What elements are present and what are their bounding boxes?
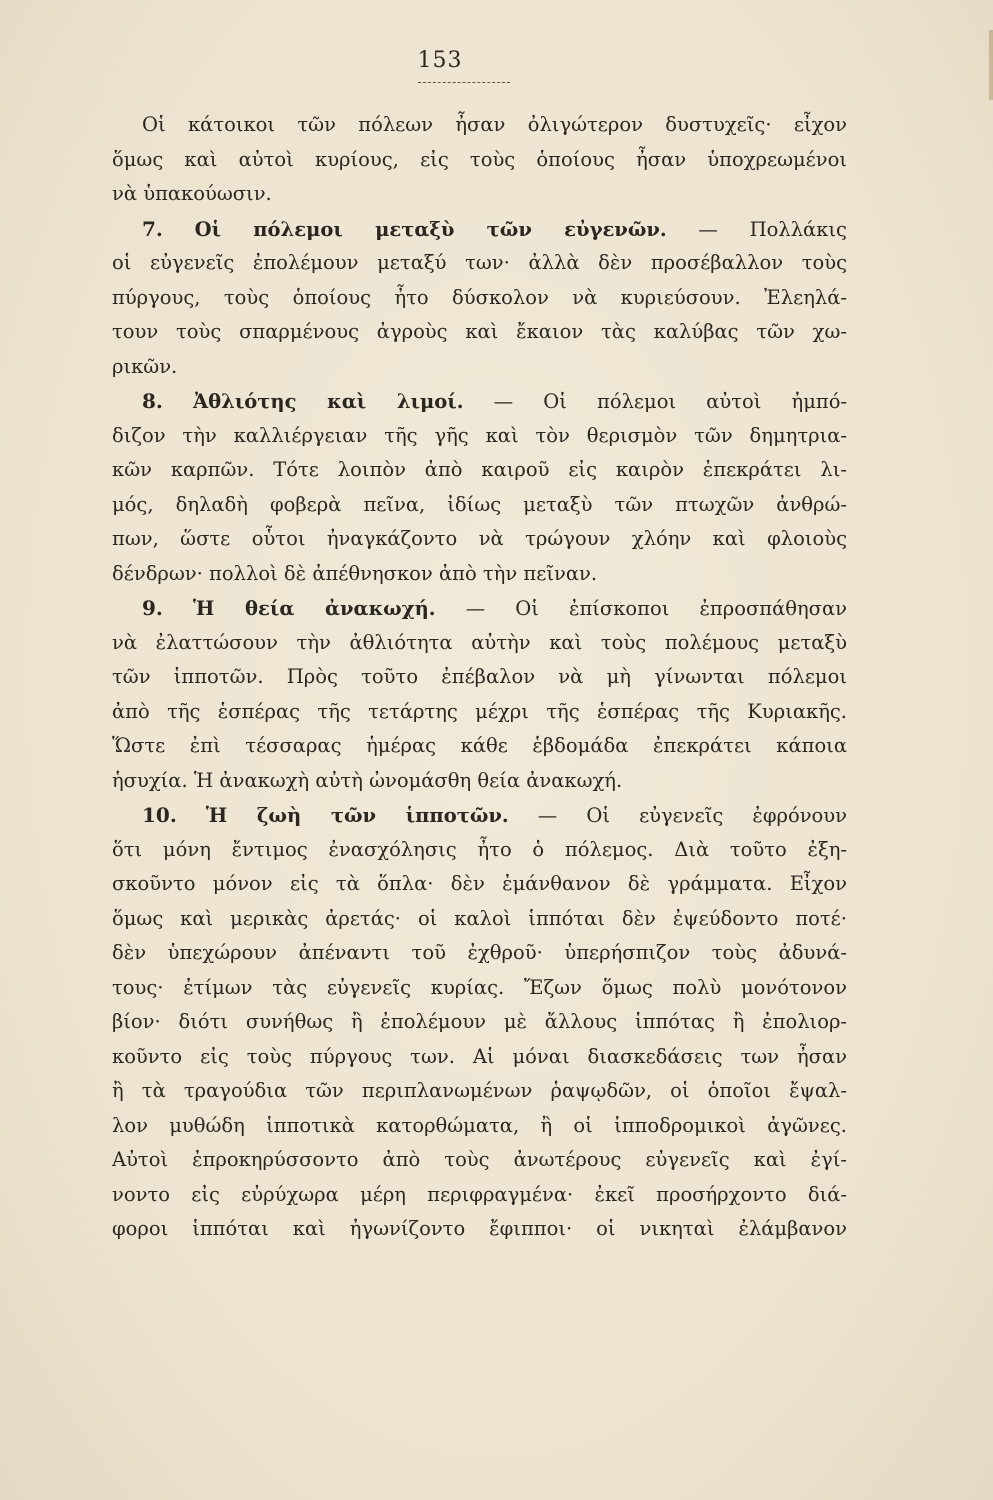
line-text: δὲν ὑπεχώρουν ἀπέναντι τοῦ ἐχθροῦ· ὑπερήσπιζον τοὺς ἀδυνά- [112,941,847,964]
line-text: Ὥστε ἐπὶ τέσσαρας ἡμέρας κάθε ἑβδομάδα ἐπεκράτει κάποια [112,734,847,757]
text-line [112,971,847,1006]
text-line [112,695,847,730]
text-line [112,419,847,454]
text-line [112,522,847,557]
body-text [112,108,847,1247]
text-line [112,867,847,902]
line-text: τους· ἐτίμων τὰς εὐγενεῖς κυρίας. Ἔζων ὅμως πολὺ μονότονον [112,975,847,999]
section-number: 9. [142,596,163,620]
text-line [112,1040,847,1075]
line-text: νὰ ἐλαττώσουν τὴν ἀθλιότητα αὐτὴν καὶ τοὺς πολέμους μεταξὺ [112,630,847,654]
line-text: λον μυθώδη ἱπποτικὰ κατορθώματα, ἢ οἱ ἱπποδρομικοὶ ἀγῶνες. [112,1113,847,1137]
page-number: 153 [417,48,463,73]
line-text: πύργους, τοὺς ὁποίους ἦτο δύσκολον νὰ κυριεύσουν. Ἐλεηλά- [112,285,847,309]
text-line [112,1178,847,1213]
section-heading-line [112,384,847,419]
line-text: — Οἱ ἐπίσκοποι ἐπροσπάθησαν [465,597,847,620]
text-line [112,936,847,971]
line-text: Αὐτοὶ ἐπροκηρύσσοντο ἀπὸ τοὺς ἀνωτέρους εὐγενεῖς καὶ ἐγί- [112,1148,847,1171]
text-line [112,660,847,695]
line-text: διζον τὴν καλλιέργειαν τῆς γῆς καὶ τὸν θερισμὸν τῶν δημητρια- [112,423,847,447]
line-text: ἢ τὰ τραγούδια τῶν περιπλανωμένων ῥαψῳδῶν, οἱ ὁποῖοι ἔψαλ- [112,1079,847,1102]
text-line [112,557,847,592]
section-number: 8. [142,389,163,413]
line-text: ἡσυχία. Ἡ ἀνακωχὴ αὐτὴ ὠνομάσθη θεία ἀνακωχή. [112,768,623,792]
line-text: φοροι ἱππόται καὶ ἠγωνίζοντο ἔφιπποι· οἱ νικηταὶ ἐλάμβανον [112,1217,847,1240]
line-text: σκοῦντο μόνον εἰς τὰ ὅπλα· δὲν ἐμάνθανον δὲ γράμματα. Εἶχον [112,872,847,895]
line-text: κῶν καρπῶν. Τότε λοιπὸν ἀπὸ καιροῦ εἰς καιρὸν ἐπεκράτει λι- [112,458,847,481]
line-text: ὅμως καὶ μερικὰς ἀρετάς· οἱ καλοὶ ἱππόται δὲν ἐψεύδοντο ποτέ· [112,906,847,930]
text-line [112,1109,847,1144]
line-text: τουν τοὺς σπαρμένους ἀγροὺς καὶ ἔκαιον τὰς καλύβας τῶν χω- [112,320,847,343]
line-text: πων, ὥστε οὗτοι ἠναγκάζοντο νὰ τρώγουν χλόην καὶ φλοιοὺς [112,527,847,550]
line-text: νὰ ὑπακούωσιν. [112,182,272,205]
text-line [112,729,847,764]
line-text: ρικῶν. [112,354,178,378]
text-line [112,108,847,143]
text-line [112,177,847,212]
text-line [112,1212,847,1247]
line-text: — Οἱ πόλεμοι αὐτοὶ ἠμπό- [493,390,847,413]
section-title: Ἡ θεία ἀνακωχή. [193,597,436,620]
line-text: — Οἱ εὐγενεῖς ἐφρόνουν [537,804,847,827]
line-text: ὅμως καὶ αὐτοὶ κυρίους, εἰς τοὺς ὁποίους ἦσαν ὑποχρεωμένοι [112,147,847,171]
text-line [112,1074,847,1109]
text-line [112,281,847,316]
line-text: ἀπὸ τῆς ἑσπέρας τῆς τετάρτης μέχρι τῆς ἑσπέρας τῆς Κυριακῆς. [112,699,847,723]
text-line [112,315,847,350]
line-text: Οἱ κάτοικοι τῶν πόλεων ἦσαν ὀλιγώτερον δυστυχεῖς· εἶχον [142,113,847,136]
line-text: ὅτι μόνη ἔντιμος ἐνασχόλησις ἦτο ὁ πόλεμος. Διὰ τοῦτο ἐξη- [112,837,847,861]
line-text: τῶν ἱπποτῶν. Πρὸς τοῦτο ἐπέβαλον νὰ μὴ γίνωνται πόλεμοι [112,665,847,688]
text-line [112,1005,847,1040]
text-line [112,626,847,661]
text-line [112,1143,847,1178]
section-title: Ἀθλιότης καὶ λιμοί. [193,390,464,413]
line-text: μός, δηλαδὴ φοβερὰ πεῖνα, ἰδίως μεταξὺ τῶν πτωχῶν ἀνθρώ- [112,492,847,516]
header-rule [418,82,510,83]
line-text: κοῦντο εἰς τοὺς πύργους των. Αἱ μόναι διασκεδάσεις των ἦσαν [112,1044,847,1068]
section-heading-line [112,591,847,626]
text-line [112,833,847,868]
text-line [112,764,847,799]
section-title: Ἡ ζωὴ τῶν ἱπποτῶν. [205,804,509,827]
section-number: 10. [142,803,177,827]
line-text: βίον· διότι συνήθως ἢ ἐπολέμουν μὲ ἄλλους ἱππότας ἢ ἐπολιορ- [112,1010,847,1033]
page-edge [989,30,993,100]
section-title: Οἱ πόλεμοι μεταξὺ τῶν εὐγενῶν. [194,217,667,241]
section-heading-line [112,798,847,833]
line-text: νοντο εἰς εὐρύχωρα μέρη περιφραγμένα· ἐκεῖ προσήρχοντο διά- [112,1182,847,1206]
line-text: οἱ εὐγενεῖς ἐπολέμουν μεταξύ των· ἀλλὰ δὲν προσέβαλλον τοὺς [112,251,847,274]
text-line [112,143,847,178]
text-line [112,488,847,523]
line-text: δένδρων· πολλοὶ δὲ ἀπέθνησκον ἀπὸ τὴν πεῖναν. [112,561,598,585]
text-line [112,902,847,937]
section-heading-line [112,212,847,247]
text-line [112,453,847,488]
section-number: 7. [142,216,163,241]
text-line [112,350,847,385]
text-line [112,246,847,281]
line-text: — Πολλάκις [698,217,847,241]
